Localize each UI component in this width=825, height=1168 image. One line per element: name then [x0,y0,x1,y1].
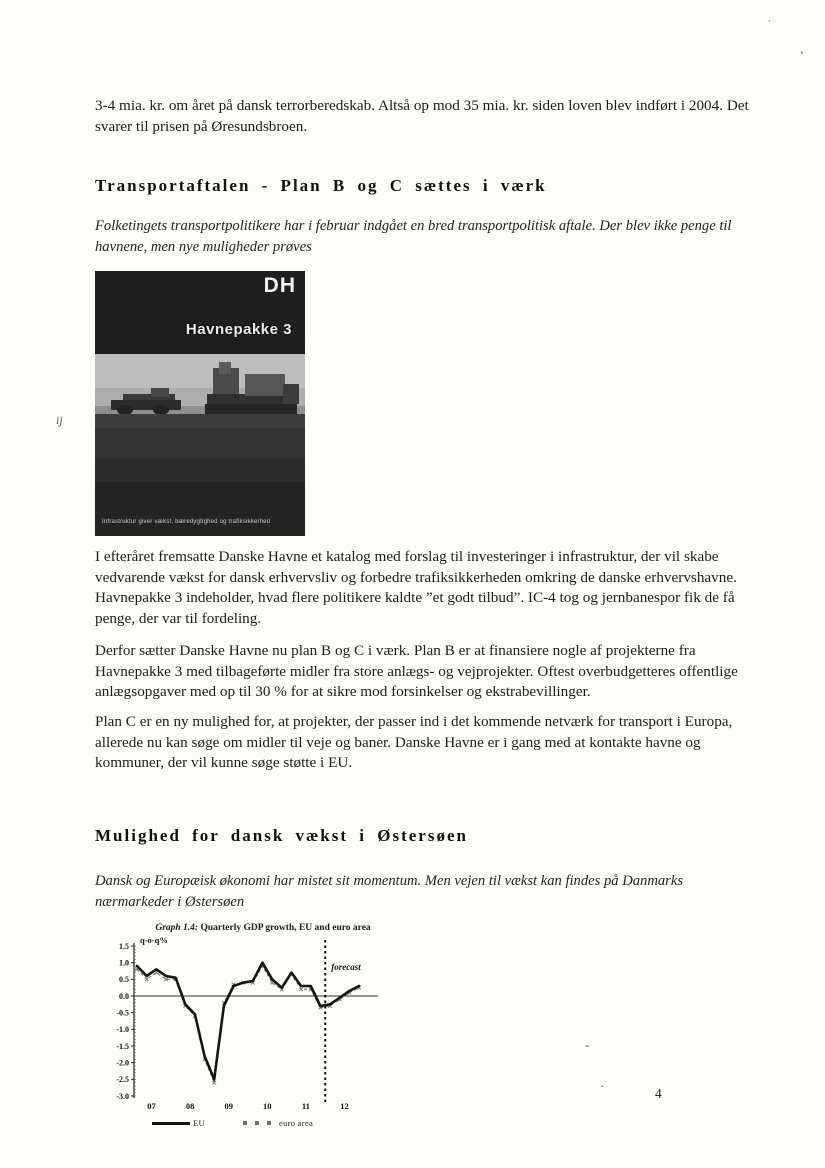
chart-title-rest: Quarterly GDP growth, EU and euro area [200,923,371,933]
svg-text:07: 07 [147,1101,156,1111]
svg-text:-2.5: -2.5 [116,1075,129,1085]
legend-euro-marker [243,1121,247,1125]
chart-legend [152,1118,410,1128]
chart-title [138,922,388,934]
svg-text:1.0: 1.0 [119,958,129,968]
cover-title: Havnepakke 3 [185,321,292,338]
svg-text:0.0: 0.0 [119,991,129,1001]
article2-lead: Dansk og Europæisk økonomi har mistet sit momentum. Men vejen til vækst kan findes på Danmarks nærmarkeder i Østersøen [95,873,683,910]
legend-eu-line-sample [152,1122,190,1125]
svg-text:-0.5: -0.5 [116,1008,129,1018]
svg-text:08: 08 [185,1101,195,1111]
gdp-chart-plot [110,934,410,1116]
svg-text:0.5: 0.5 [119,975,129,985]
intro-paragraph: 3-4 mia. kr. om året på dansk terrorberedskab. Altså op mod 35 mia. kr. siden loven blev indført i 2004. Det svarer til prisen på Øresundsbroen. [95,97,749,135]
svg-text:09: 09 [224,1101,233,1111]
legend-euro-marker [255,1121,259,1125]
cover-caption: Infrastruktur giver vækst, bæredygtighed og trafiksikkerhed [102,519,271,525]
article1-paragraph-2: Derfor sætter Danske Havne nu plan B og C i værk. Plan B er at finansiere nogle af projekterne fra Havnepakke 3 med tilbageførte midler fra store anlægs- og vejprojekter. Oftest overbudgetteres offentlige anlægsopgaver med op til 30 % for at sikre mod forsinkelser og ekstrabevillinger. [95,642,738,700]
svg-text:12: 12 [340,1101,349,1111]
scan-speck: ’ [799,48,803,62]
svg-text:-2.0: -2.0 [116,1058,129,1068]
legend-eu-label: EU [193,1118,205,1128]
chart-title-prefix: Graph 1.4: [155,923,199,933]
article1-paragraph-1: I efteråret fremsatte Danske Havne et katalog med forslag til investeringer i infrastruktur, der vil skabe vedvarende vækst for dansk erhvervsliv og forbedre trafiksikkerheden omkring de danske erhvervshavne. Havnepakke 3 indeholder, hvad flere politikere kaldte ”et godt tilbud”. IC-4 tog og jernbanespor fik de få penge, der var til fordeling. [95,548,737,627]
svg-text:-1.0: -1.0 [116,1025,129,1035]
scan-speck: - [585,1037,590,1052]
legend-euro-label: euro area [278,1118,314,1128]
havnepakke-cover-image [95,271,305,536]
article1-paragraph-3: Plan C er en ny mulighed for, at projekter, der passer ind i det kommende netværk for transport i Europa, allerede nu kan søge om midler til veje og baner. Danske Havne er i gang med at kontakte havne og kommuner, der vil kunne søge støtte i EU. [95,713,733,771]
legend-euro-marker [267,1121,271,1125]
danske-havne-logo: DH [263,274,296,297]
svg-text:forecast: forecast [331,962,361,972]
svg-text:-1.5: -1.5 [116,1041,129,1051]
scan-mark: ij [56,413,63,427]
scan-speck: . [601,1076,604,1090]
gdp-growth-chart [110,922,410,1128]
port-trucks-photo [95,354,305,482]
svg-text:q-o-q%: q-o-q% [140,935,168,945]
scan-speck: · [768,16,771,26]
svg-text:1.5: 1.5 [119,941,129,951]
article1-lead: Folketingets transportpolitikere har i februar indgået en bred transportpolitisk aftale. Der blev ikke penge til havnene, men nye muligheder prøves [95,218,732,255]
svg-text:-3.0: -3.0 [116,1091,129,1101]
heading-transportaftalen: Transportaftalen - Plan B og C sættes i værk [95,176,547,195]
cover-header [95,271,305,354]
heading-oestersoen: Mulighed for dansk vækst i Østersøen [95,826,468,845]
page-number: 4 [655,1086,662,1101]
svg-text:11: 11 [301,1101,310,1111]
svg-text:10: 10 [263,1101,272,1111]
cover-footer [95,482,305,536]
